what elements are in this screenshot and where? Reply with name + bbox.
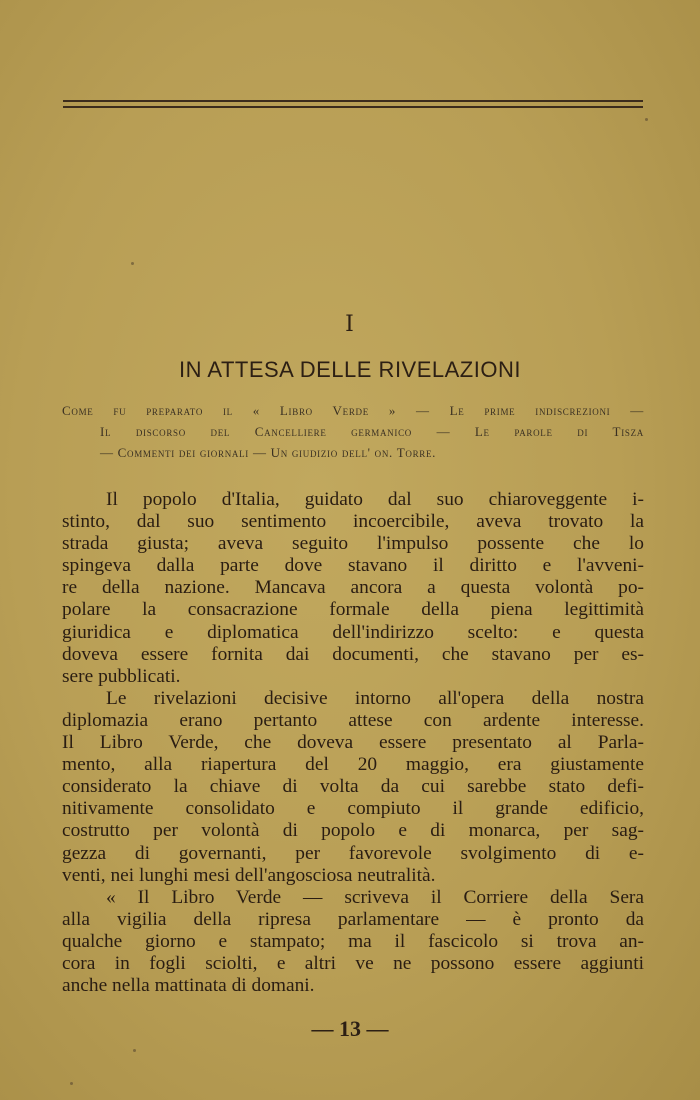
paper-speck: [70, 1082, 73, 1085]
text-line: considerato la chiave di volta da cui sarebbe stato defi-: [62, 776, 644, 798]
text-line: cora in fogli sciolti, e altri ve ne possono essere aggiunti: [62, 952, 644, 974]
paper-speck: [131, 262, 134, 265]
text-line: diplomazia erano pertanto attese con ardente interesse.: [62, 709, 644, 731]
header-rule-bottom: [63, 106, 643, 108]
text-line: nitivamente consolidato e compiuto il grande edificio,: [62, 798, 644, 820]
chapter-summary: [62, 400, 644, 463]
text-line: re della nazione. Mancava ancora a questa volontà po-: [62, 577, 644, 599]
text-line: giuridica e diplomatica dell'indirizzo scelto: e questa: [62, 621, 644, 643]
summary-line: Come fu preparato il « Libro Verde » — Le prime indiscrezioni —: [62, 403, 644, 418]
text-line: mento, alla riapertura del 20 maggio, era giustamente: [62, 754, 644, 776]
body-text: [62, 489, 644, 997]
chapter-title: IN ATTESA DELLE RIVELAZIONI: [179, 357, 521, 382]
text-line: spingeva dalla parte dove stavano il diritto e l'avveni-: [62, 555, 644, 577]
text-line: polare la consacrazione formale della piena legittimità: [62, 599, 644, 621]
text-line: venti, nei lunghi mesi dell'angosciosa neutralità.: [62, 864, 436, 886]
text-line: doveva essere fornita dai documenti, che stavano per es-: [62, 643, 644, 665]
chapter-number: I: [345, 312, 355, 337]
text-line: Il popolo d'Italia, guidato dal suo chiaroveggente i-: [106, 489, 644, 510]
text-line: strada giusta; aveva seguito l'impulso possente che lo: [62, 533, 644, 555]
paper-speck: [645, 118, 648, 121]
summary-line: — Commenti dei giornali — Un giudizio dell' on. Torre.: [100, 445, 437, 460]
text-line: costrutto per volontà di popolo e di monarca, per sag-: [62, 820, 644, 842]
text-line: « Il Libro Verde — scriveva il Corriere della Sera: [106, 886, 644, 908]
text-line: anche nella mattinata di domani.: [62, 975, 315, 997]
page-number: — 13 —: [311, 1016, 389, 1041]
text-line: qualche giorno e stampato; ma il fascicolo si trova an-: [62, 930, 644, 952]
text-line: stinto, dal suo sentimento incoercibile, aveva trovato la: [62, 511, 644, 533]
summary-line: Il discorso del Cancelliere germanico — Le parole di Tisza: [100, 424, 644, 439]
paper-speck: [133, 1049, 136, 1052]
text-line: Le rivelazioni decisive intorno all'opera della nostra: [106, 687, 644, 709]
text-line: sere pubblicati.: [62, 665, 181, 687]
text-line: alla vigilia della ripresa parlamentare — è pronto da: [62, 908, 644, 930]
text-line: Il Libro Verde, che doveva essere presentato al Parla-: [62, 732, 644, 754]
header-rule-top: [63, 100, 643, 102]
text-line: gezza di governanti, per favorevole svolgimento di e-: [62, 842, 644, 864]
